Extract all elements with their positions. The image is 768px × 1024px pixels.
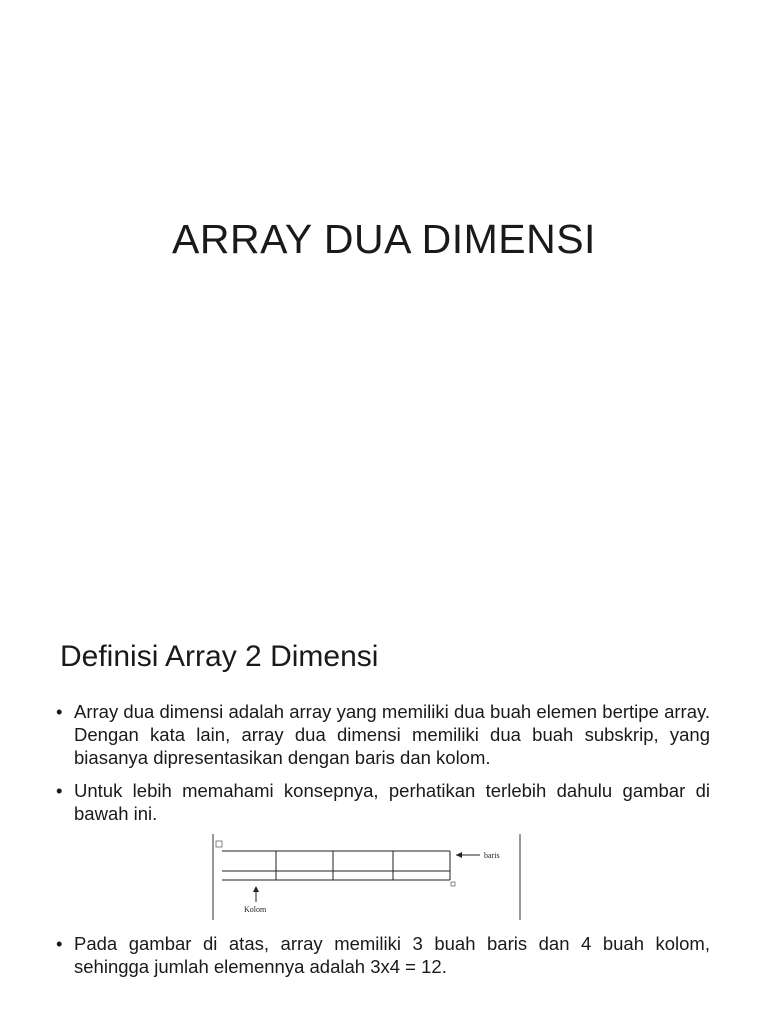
corner-marker	[451, 882, 455, 886]
bullet-text: Untuk lebih memahami konsepnya, perhatikan terlebih dahulu gambar di bawah ini.	[74, 780, 710, 824]
slide-title: ARRAY DUA DIMENSI	[172, 216, 596, 262]
bullet-item	[56, 700, 710, 769]
bullet-text: Array dua dimensi adalah array yang memiliki dua buah elemen bertipe array. Dengan kata lain, array dua dimensi memiliki dua buah subskrip, yang biasanya dipresentasikan dengan baris dan kolom.	[74, 701, 710, 768]
corner-marker	[216, 841, 222, 847]
row-arrowhead-icon	[456, 852, 462, 858]
bullet-text: Pada gambar di atas, array memiliki 3 buah baris dan 4 buah kolom, sehingga jumlah elemennya adalah 3x4 = 12.	[74, 933, 710, 977]
bullet-list	[56, 700, 710, 825]
array-diagram	[210, 830, 524, 922]
bullet-dot: •	[56, 933, 63, 954]
array-figure	[210, 830, 524, 922]
bullet-item	[56, 779, 710, 825]
column-label: Kolom	[244, 905, 267, 914]
column-arrowhead-icon	[253, 886, 259, 892]
section-heading: Definisi Array 2 Dimensi	[60, 640, 379, 673]
bullet-dot: •	[56, 701, 63, 722]
row-label: baris	[484, 851, 500, 860]
bullet-dot: •	[56, 780, 63, 801]
bullet-item	[56, 932, 710, 978]
conclusion-list	[56, 932, 710, 978]
